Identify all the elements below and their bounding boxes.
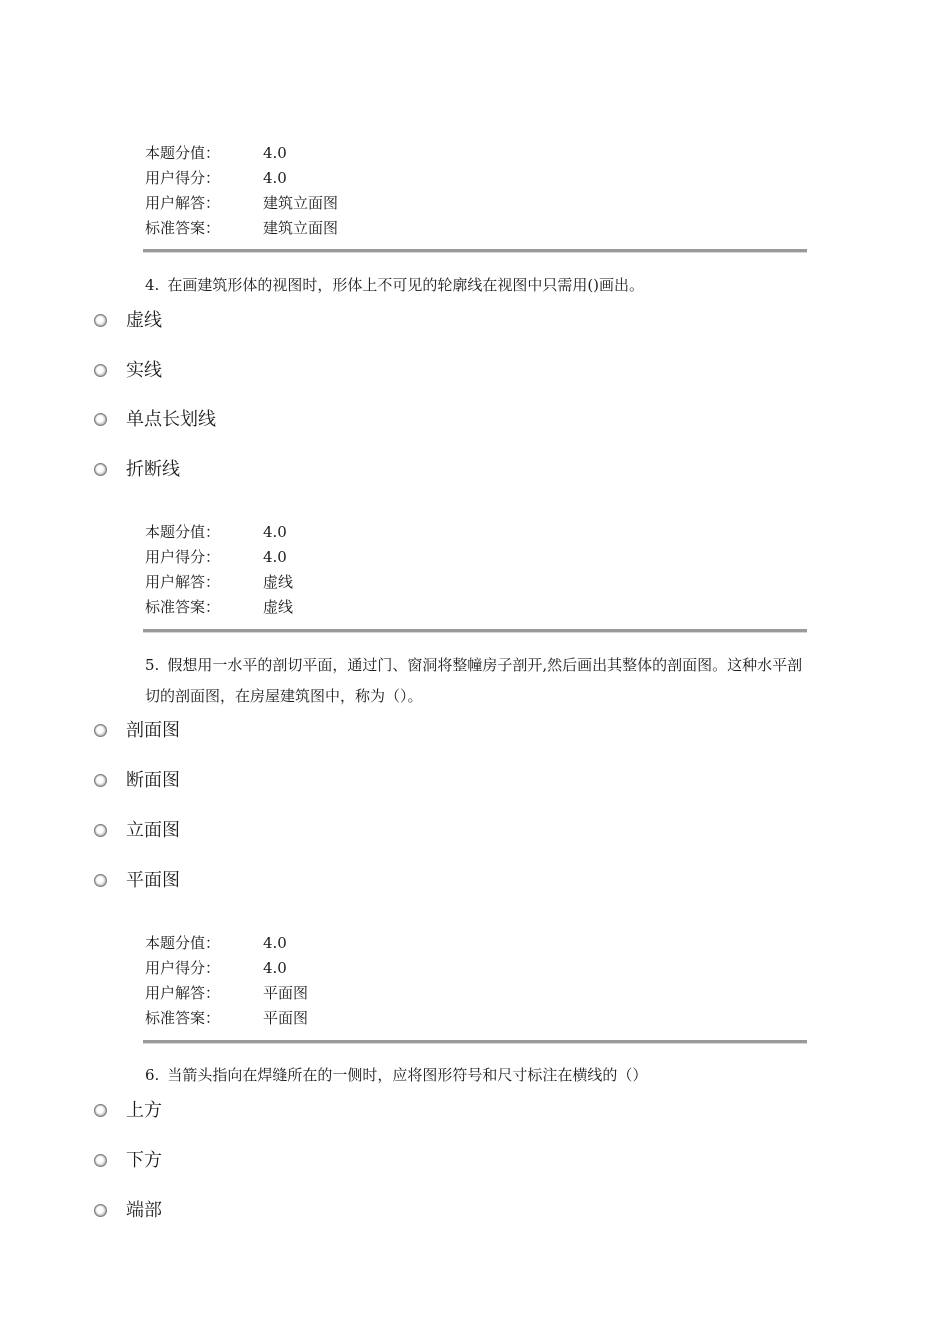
question-number: 4.: [145, 276, 160, 294]
standard-answer-label: 标准答案：: [145, 219, 221, 237]
standard-answer-label: 标准答案：: [145, 1009, 221, 1027]
question-number: 5.: [145, 656, 160, 674]
option-label: 上方: [126, 1100, 162, 1121]
score-summary: [145, 141, 807, 241]
option-label: 立面图: [126, 820, 180, 841]
user-answer: 建筑立面图: [263, 194, 339, 212]
standard-answer-row: [145, 595, 807, 620]
option-label: 折断线: [126, 459, 180, 480]
score-value-row: [145, 141, 807, 166]
radio-button[interactable]: [94, 413, 107, 426]
question-body: 当箭头指向在焊缝所在的一侧时，应将图形符号和尺寸标注在横线的（）: [167, 1066, 648, 1084]
radio-button[interactable]: [94, 874, 107, 887]
radio-button[interactable]: [94, 364, 107, 377]
user-score-row: [145, 956, 807, 981]
standard-answer: 建筑立面图: [263, 219, 339, 237]
question-number: 6.: [145, 1066, 160, 1084]
radio-button[interactable]: [94, 463, 107, 476]
user-answer-row: [145, 981, 807, 1006]
question-body: 假想用一水平的剖切平面，通过门、窗洞将整幢房子剖开,然后画出其整体的剖面图。这种水平剖切的剖面图，在房屋建筑图中，称为（）。: [145, 656, 803, 705]
standard-answer-label: 标准答案：: [145, 598, 221, 616]
user-answer-label: 用户解答：: [145, 194, 221, 212]
user-answer-row: [145, 191, 807, 216]
section-divider: [143, 1040, 807, 1044]
score-value-label: 本题分值：: [145, 934, 221, 952]
user-answer: 虚线: [263, 573, 294, 591]
option-label: 剖面图: [126, 720, 180, 741]
user-score: 4.0: [263, 169, 287, 187]
user-score-label: 用户得分：: [145, 959, 221, 977]
score-value-row: [145, 520, 807, 545]
score-value-label: 本题分值：: [145, 144, 221, 162]
radio-button[interactable]: [94, 1204, 107, 1217]
user-answer-row: [145, 570, 807, 595]
score-value-label: 本题分值：: [145, 523, 221, 541]
section-divider: [143, 249, 807, 253]
user-score-label: 用户得分：: [145, 548, 221, 566]
option-label: 单点长划线: [126, 409, 216, 430]
option-label: 断面图: [126, 770, 180, 791]
user-score: 4.0: [263, 548, 287, 566]
user-score-row: [145, 166, 807, 191]
score-value: 4.0: [263, 523, 287, 541]
radio-button[interactable]: [94, 824, 107, 837]
radio-button[interactable]: [94, 774, 107, 787]
standard-answer-row: [145, 216, 807, 241]
option-label: 下方: [126, 1150, 162, 1171]
question-text: [145, 270, 809, 301]
score-summary: [145, 520, 807, 620]
score-value: 4.0: [263, 144, 287, 162]
question-body: 在画建筑形体的视图时，形体上不可见的轮廓线在视图中只需用()画出。: [167, 276, 645, 294]
standard-answer-row: [145, 1006, 807, 1031]
standard-answer: 虚线: [263, 598, 294, 616]
user-answer: 平面图: [263, 984, 309, 1002]
user-score-label: 用户得分：: [145, 169, 221, 187]
option-label: 平面图: [126, 870, 180, 891]
standard-answer: 平面图: [263, 1009, 309, 1027]
question-text: [145, 1060, 809, 1091]
option-label: 端部: [126, 1200, 162, 1221]
user-answer-label: 用户解答：: [145, 573, 221, 591]
section-divider: [143, 629, 807, 633]
score-value: 4.0: [263, 934, 287, 952]
option-label: 实线: [126, 360, 162, 381]
score-value-row: [145, 931, 807, 956]
option-label: 虚线: [126, 310, 162, 331]
radio-button[interactable]: [94, 1154, 107, 1167]
question-text: [145, 650, 809, 712]
score-summary: [145, 931, 807, 1031]
radio-button[interactable]: [94, 314, 107, 327]
user-answer-label: 用户解答：: [145, 984, 221, 1002]
radio-button[interactable]: [94, 724, 107, 737]
user-score: 4.0: [263, 959, 287, 977]
user-score-row: [145, 545, 807, 570]
radio-button[interactable]: [94, 1104, 107, 1117]
